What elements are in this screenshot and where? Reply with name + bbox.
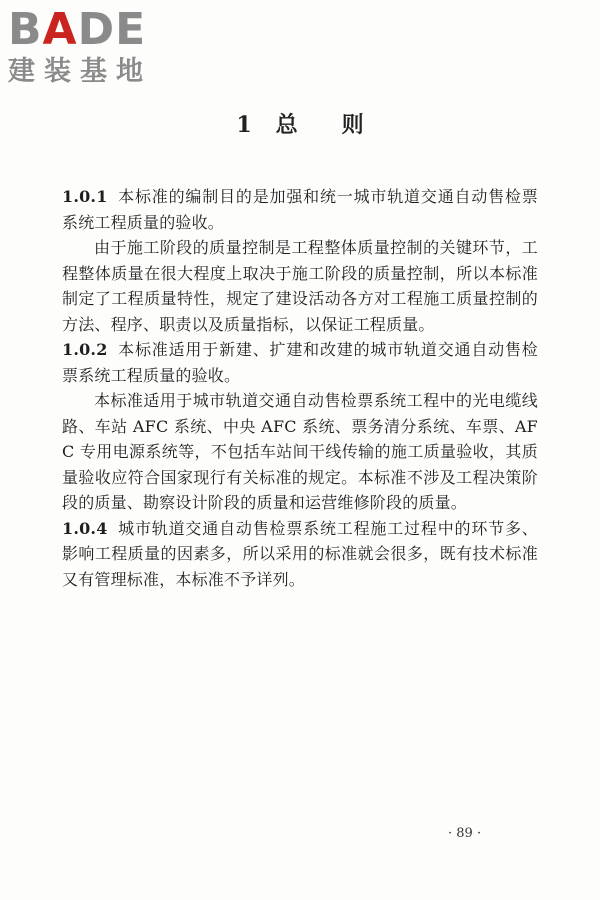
logo-wordmark xyxy=(8,6,178,54)
chapter-body xyxy=(62,184,538,592)
logo-letter-b: B xyxy=(8,4,43,55)
logo-letters-de: DE xyxy=(77,4,147,55)
clause-text: 城市轨道交通自动售检票系统工程施工过程中的环节多、影响工程质量的因素多，所以采用的标准就会很多，既有技术标准又有管理标准，本标准不予详列。 xyxy=(62,518,538,589)
clause-explanation: 由于施工阶段的质量控制是工程整体质量控制的关键环节，工程整体质量在很大程度上取决于施工阶段的质量控制，所以本标准制定了工程质量特性，规定了建设活动各方对工程施工质量控制的方法、程序、职责以及质量指标，以保证工程质量。 xyxy=(62,238,538,334)
logo-subtitle: 建装基地 xyxy=(8,56,152,87)
chapter-title xyxy=(0,110,600,140)
chapter-title-part-1: 总 xyxy=(275,112,298,138)
logo-letter-a: A xyxy=(42,4,78,55)
clause-1-0-1 xyxy=(62,184,538,235)
clause-number: 1.0.4 xyxy=(62,518,108,538)
clause-1-0-4 xyxy=(62,516,538,593)
clause-number: 1.0.1 xyxy=(62,187,108,206)
brand-logo xyxy=(8,6,178,88)
clause-1-0-2 xyxy=(62,337,538,388)
chapter-title-part-2: 则 xyxy=(341,112,364,138)
clause-text: 本标准的编制目的是加强和统一城市轨道交通自动售检票系统工程质量的验收。 xyxy=(62,187,538,232)
clause-explanation: 本标准适用于城市轨道交通自动售检票系统工程中的光电缆线路、车站 AFC 系统、中央 AFC 系统、票务清分系统、车票、AFC 专用电源系统等，不包括车站间干线传输的施工质量验收，其质量验收应符合国家现行有关标准的规定。本标准不涉及工程决策阶段的质量、勘察设计阶段的质量和运营维修阶段的质量。 xyxy=(62,391,538,512)
clause-number: 1.0.2 xyxy=(62,340,108,359)
page-number: · 89 · xyxy=(448,826,482,841)
clause-text: 本标准适用于新建、扩建和改建的城市轨道交通自动售检票系统工程质量的验收。 xyxy=(62,340,538,385)
chapter-number: 1 xyxy=(236,112,252,138)
